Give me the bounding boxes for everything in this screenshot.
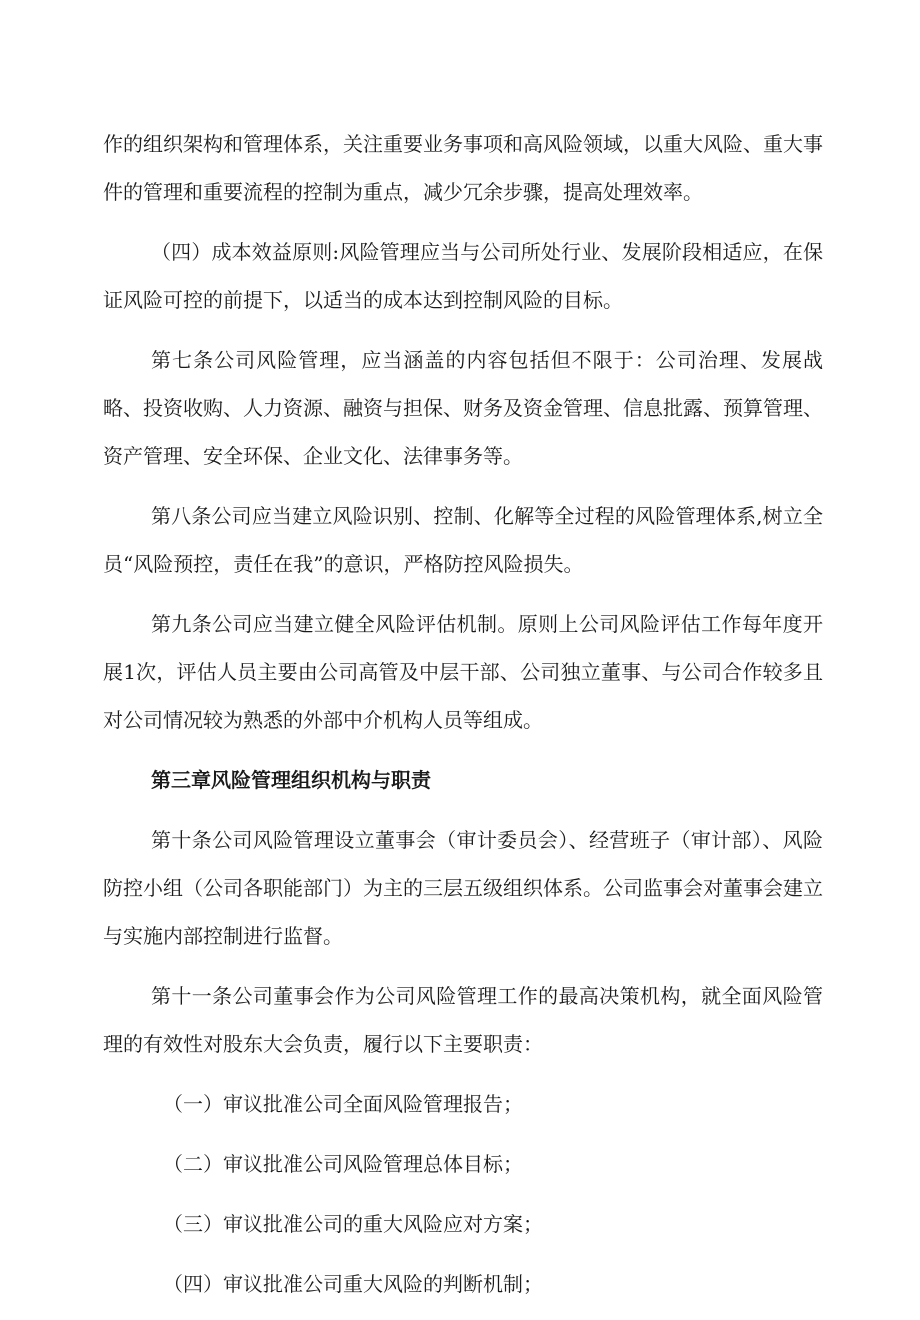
paragraph-article-7: 第七条公司风险管理，应当涵盖的内容包括但不限于：公司治理、发展战略、投资收购、人力资源、融资与担保、财务及资金管理、信息批露、预算管理、资产管理、安全环保、企业文化、法律事务等。 [103, 348, 823, 468]
list-item: （一）审议批准公司全面风险管理报告； [163, 1092, 523, 1116]
chapter-3-heading: 第三章风险管理组织机构与职责 [151, 768, 431, 792]
list-item: （三）审议批准公司的重大风险应对方案； [163, 1212, 543, 1236]
list-item: （二）审议批准公司风险管理总体目标； [163, 1152, 523, 1176]
paragraph-continuation: 作的组织架构和管理体系，关注重要业务事项和高风险领域，以重大风险、重大事件的管理和重要流程的控制为重点，减少冗余步骤，提高处理效率。 [103, 132, 823, 204]
paragraph-cost-benefit-principle: （四）成本效益原则:风险管理应当与公司所处行业、发展阶段相适应，在保证风险可控的前提下，以适当的成本达到控制风险的目标。 [103, 240, 823, 312]
paragraph-article-8: 第八条公司应当建立风险识别、控制、化解等全过程的风险管理体系,树立全员“风险预控，责任在我”的意识，严格防控风险损失。 [103, 504, 823, 576]
document-page [103, 120, 823, 1320]
paragraph-article-11: 第十一条公司董事会作为公司风险管理工作的最高决策机构，就全面风险管理的有效性对股东大会负责，履行以下主要职责： [103, 984, 823, 1056]
paragraph-article-10: 第十条公司风险管理设立董事会（审计委员会）、经营班子（审计部）、风险防控小组（公司各职能部门）为主的三层五级组织体系。公司监事会对董事会建立与实施内部控制进行监督。 [103, 828, 823, 948]
list-item: （四）审议批准公司重大风险的判断机制； [163, 1272, 543, 1296]
paragraph-article-9: 第九条公司应当建立健全风险评估机制。原则上公司风险评估工作每年度开展1次，评估人员主要由公司高管及中层干部、公司独立董事、与公司合作较多且对公司情况较为熟悉的外部中介机构人员等组成。 [103, 612, 823, 732]
